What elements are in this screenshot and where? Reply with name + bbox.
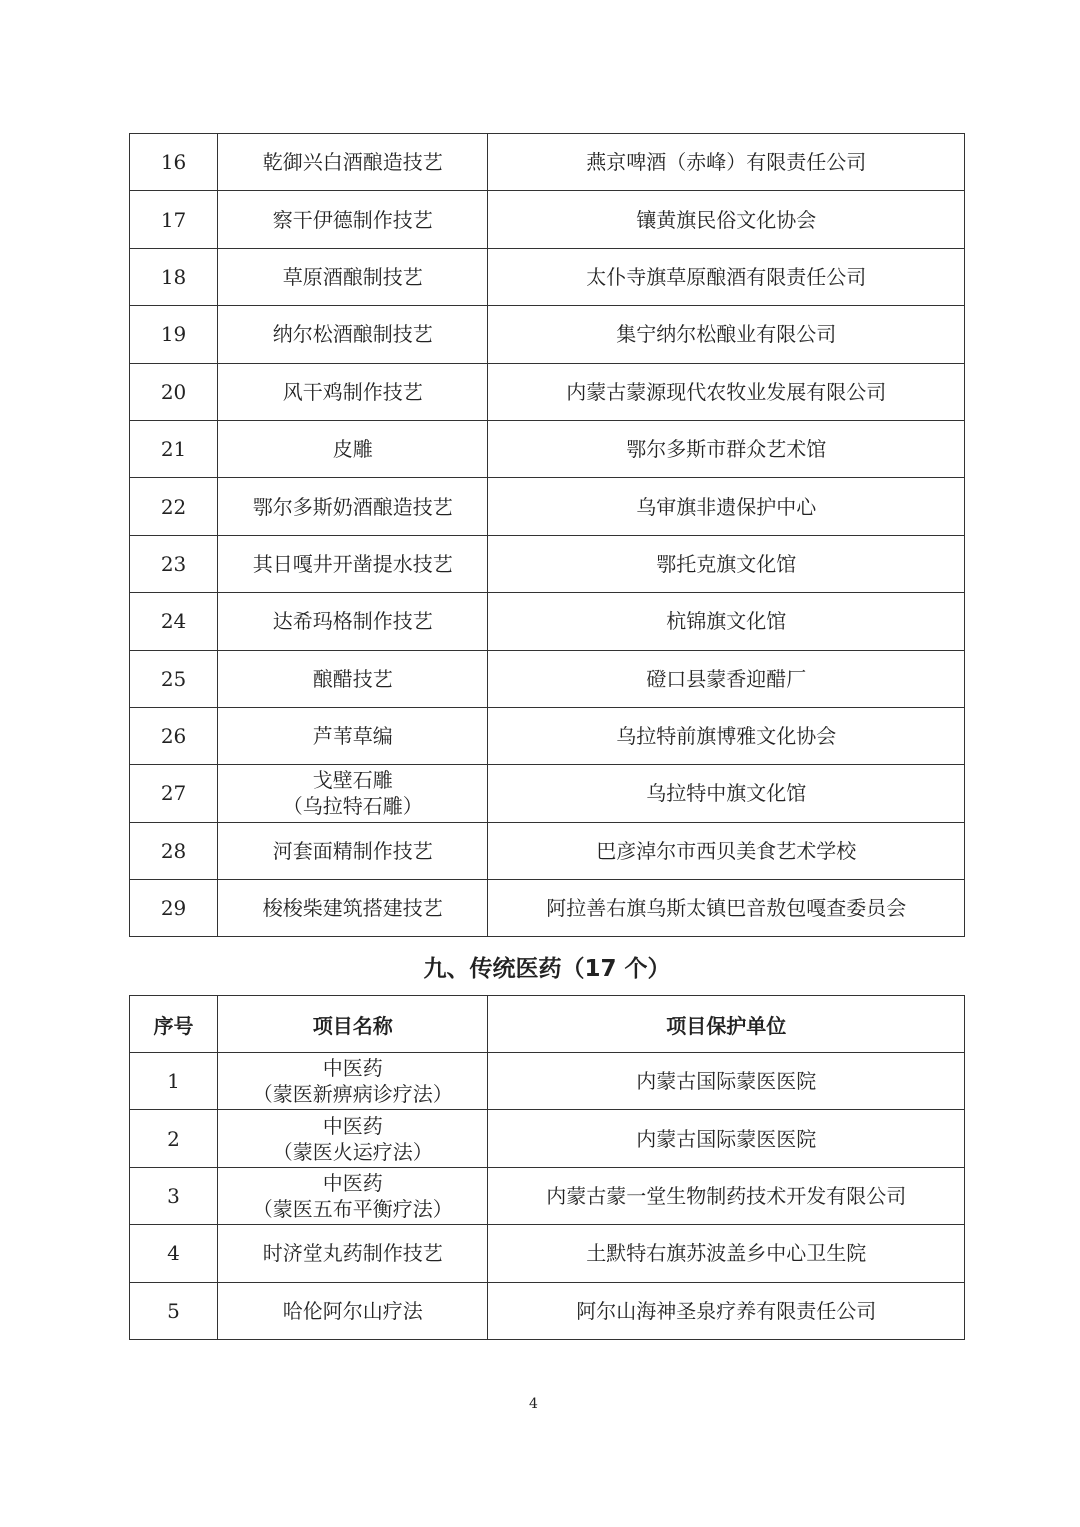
table-row	[130, 1167, 965, 1224]
project-name	[218, 1282, 488, 1339]
project-name	[218, 1053, 488, 1110]
heritage-table-medicine	[129, 995, 965, 1340]
project-name-line: 酿醋技艺	[312, 666, 393, 691]
project-name	[218, 535, 488, 592]
row-number: 24	[130, 593, 218, 650]
protection-unit: 杭锦旗文化馆	[488, 593, 965, 650]
row-number: 3	[130, 1167, 218, 1224]
project-name-line: 纳尔松酒酿制技艺	[272, 322, 433, 347]
row-number: 5	[130, 1282, 218, 1339]
table-row	[130, 1282, 965, 1339]
project-name-line: 草原酒酿制技艺	[282, 264, 423, 289]
project-name-line: 中医药	[322, 1170, 383, 1195]
row-number: 22	[130, 478, 218, 535]
project-name-line: 戈壁石雕	[312, 768, 393, 793]
protection-unit: 内蒙古蒙源现代农牧业发展有限公司	[488, 363, 965, 420]
table-body	[130, 134, 965, 937]
protection-unit: 内蒙古蒙一堂生物制药技术开发有限公司	[488, 1167, 965, 1224]
project-name-subline: （蒙医火运疗法）	[272, 1139, 433, 1164]
table-header	[130, 996, 965, 1053]
table-row	[130, 650, 965, 707]
project-name	[218, 593, 488, 650]
project-name-line: 时济堂丸药制作技艺	[262, 1241, 443, 1266]
protection-unit: 鄂托克旗文化馆	[488, 535, 965, 592]
project-name-subline: （蒙医五布平衡疗法）	[252, 1196, 453, 1221]
heritage-table-crafts	[129, 133, 965, 937]
protection-unit: 燕京啤酒（赤峰）有限责任公司	[488, 134, 965, 191]
project-name-line: 哈伦阿尔山疗法	[282, 1298, 423, 1323]
project-name	[218, 1225, 488, 1282]
project-name	[218, 306, 488, 363]
protection-unit: 阿尔山海神圣泉疗养有限责任公司	[488, 1282, 965, 1339]
project-name-line: 风干鸡制作技艺	[282, 379, 423, 404]
row-number: 28	[130, 822, 218, 879]
table-body	[130, 1053, 965, 1340]
project-name	[218, 1167, 488, 1224]
protection-unit: 镶黄旗民俗文化协会	[488, 191, 965, 248]
project-name	[218, 880, 488, 937]
project-name-line: 芦苇草编	[312, 724, 393, 749]
table-row	[130, 306, 965, 363]
project-name-line: 达希玛格制作技艺	[272, 609, 433, 634]
table-row	[130, 707, 965, 764]
project-name	[218, 363, 488, 420]
table-row	[130, 191, 965, 248]
table-row	[130, 134, 965, 191]
row-number: 2	[130, 1110, 218, 1167]
protection-unit: 内蒙古国际蒙医医院	[488, 1110, 965, 1167]
table-row	[130, 765, 965, 822]
protection-unit: 太仆寺旗草原酿酒有限责任公司	[488, 248, 965, 305]
project-name-subline: （蒙医新痹病诊疗法）	[252, 1082, 453, 1107]
project-name-line: 梭梭柴建筑搭建技艺	[262, 896, 443, 921]
table-row	[130, 420, 965, 477]
table-row	[130, 1225, 965, 1282]
page-number: 4	[529, 1396, 538, 1412]
row-number: 18	[130, 248, 218, 305]
header-number: 序号	[130, 996, 218, 1053]
table-row	[130, 478, 965, 535]
row-number: 4	[130, 1225, 218, 1282]
table-row	[130, 822, 965, 879]
table-row	[130, 535, 965, 592]
protection-unit: 巴彦淖尔市西贝美食艺术学校	[488, 822, 965, 879]
protection-unit: 乌拉特中旗文化馆	[488, 765, 965, 822]
protection-unit: 阿拉善右旗乌斯太镇巴音敖包嘎查委员会	[488, 880, 965, 937]
project-name-line: 河套面精制作技艺	[272, 838, 433, 863]
project-name	[218, 707, 488, 764]
header-project-name: 项目名称	[218, 996, 488, 1053]
protection-unit: 鄂尔多斯市群众艺术馆	[488, 420, 965, 477]
row-number: 23	[130, 535, 218, 592]
project-name	[218, 1110, 488, 1167]
header-row	[130, 996, 965, 1053]
row-number: 29	[130, 880, 218, 937]
project-name-line: 其日嘎井开凿提水技艺	[252, 551, 453, 576]
project-name	[218, 248, 488, 305]
table-row	[130, 363, 965, 420]
protection-unit: 磴口县蒙香迎醋厂	[488, 650, 965, 707]
project-name-line: 皮雕	[332, 437, 373, 462]
header-protection-unit: 项目保护单位	[488, 996, 965, 1053]
project-name-line: 鄂尔多斯奶酒酿造技艺	[252, 494, 453, 519]
project-name	[218, 134, 488, 191]
row-number: 17	[130, 191, 218, 248]
table-row	[130, 1110, 965, 1167]
protection-unit: 土默特右旗苏波盖乡中心卫生院	[488, 1225, 965, 1282]
protection-unit: 内蒙古国际蒙医医院	[488, 1053, 965, 1110]
protection-unit: 集宁纳尔松酿业有限公司	[488, 306, 965, 363]
project-name	[218, 420, 488, 477]
project-name-line: 察干伊德制作技艺	[272, 207, 433, 232]
row-number: 21	[130, 420, 218, 477]
project-name	[218, 765, 488, 822]
protection-unit: 乌审旗非遗保护中心	[488, 478, 965, 535]
project-name	[218, 650, 488, 707]
table-row	[130, 248, 965, 305]
project-name-line: 中医药	[322, 1056, 383, 1081]
table-row	[130, 1053, 965, 1110]
project-name-line: 中医药	[322, 1113, 383, 1138]
table-row	[130, 880, 965, 937]
protection-unit: 乌拉特前旗博雅文化协会	[488, 707, 965, 764]
row-number: 16	[130, 134, 218, 191]
row-number: 1	[130, 1053, 218, 1110]
project-name	[218, 191, 488, 248]
row-number: 20	[130, 363, 218, 420]
table-row	[130, 593, 965, 650]
project-name	[218, 478, 488, 535]
row-number: 19	[130, 306, 218, 363]
row-number: 27	[130, 765, 218, 822]
project-name-line: 乾御兴白酒酿造技艺	[262, 150, 443, 175]
project-name	[218, 822, 488, 879]
project-name-subline: （乌拉特石雕）	[282, 794, 423, 819]
row-number: 25	[130, 650, 218, 707]
row-number: 26	[130, 707, 218, 764]
section-heading: 九、传统医药（17 个）	[423, 956, 671, 982]
